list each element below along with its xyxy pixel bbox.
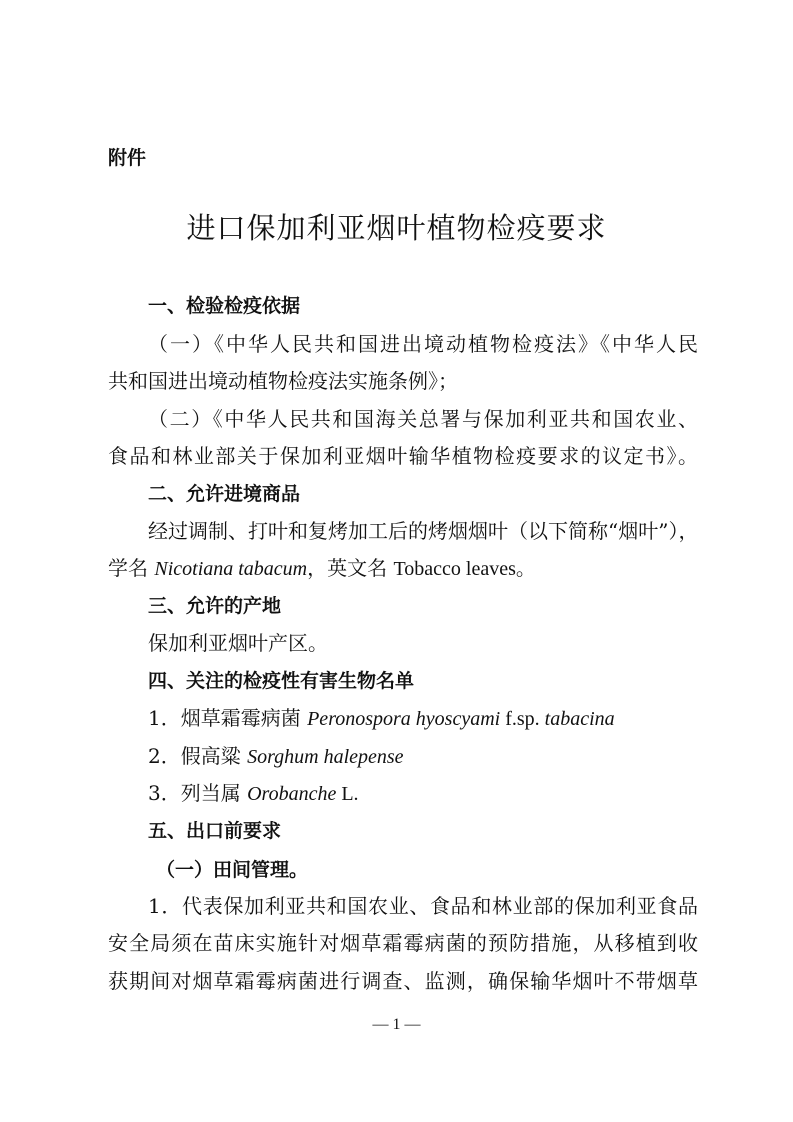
pest-chinese-name: 列当属 — [180, 781, 248, 805]
pest-list-item — [148, 705, 698, 732]
item-number: 1． — [148, 706, 181, 730]
annex-label: 附件 — [108, 147, 147, 169]
item-number: 2． — [148, 744, 181, 768]
pest-latin-name: Sorghum halepense — [247, 746, 404, 768]
section-5-para-line-1: 1．代表保加利亚共和国农业、食品和林业部的保加利亚食品 — [148, 894, 698, 918]
scientific-name: Nicotiana tabacum — [154, 558, 308, 580]
sentence-end: 。 — [515, 556, 536, 580]
section-1-para-1-line-2: 共和国进出境动植物检疫法实施条例》； — [108, 369, 458, 393]
section-4-heading: 四、关注的检疫性有害生物名单 — [148, 670, 415, 692]
section-3-heading: 三、允许的产地 — [148, 595, 282, 617]
pest-forma-specialis: f.sp. — [500, 708, 545, 730]
section-5-para-line-2: 安全局须在苗床实施针对烟草霜霉病菌的预防措施，从移植到收 — [108, 931, 698, 955]
section-1-heading: 一、检验检疫依据 — [148, 295, 301, 317]
pest-authority: L. — [336, 783, 359, 805]
english-name: Tobacco leaves — [393, 558, 516, 580]
section-1-para-2-line-2: 食品和林业部关于保加利亚烟叶输华植物检疫要求的议定书》。 — [108, 444, 698, 468]
pest-list-item — [148, 780, 698, 807]
english-name-prefix: ，英文名 — [307, 556, 394, 580]
section-3-text: 保加利亚烟叶产区。 — [148, 631, 328, 655]
section-5-para-line-3: 获期间对烟草霜霉病菌进行调查、监测，确保输华烟叶不带烟草 — [108, 969, 698, 993]
pest-chinese-name: 烟草霜霉病菌 — [180, 706, 308, 730]
page-number: — 1 — — [372, 1016, 421, 1033]
section-1-para-2-line-1: （二）《中华人民共和国海关总署与保加利亚共和国农业、 — [148, 407, 698, 431]
pest-list-item — [148, 743, 698, 770]
document-title: 进口保加利亚烟叶植物检疫要求 — [186, 211, 607, 245]
section-5-heading: 五、出口前要求 — [148, 820, 282, 842]
pest-latin-name: Peronospora hyoscyami — [307, 708, 501, 730]
section-2-heading: 二、允许进境商品 — [148, 483, 301, 505]
section-1-para-1-line-1: （一）《中华人民共和国进出境动植物检疫法》《中华人民 — [148, 332, 698, 356]
section-2-line-2 — [108, 555, 698, 582]
section-2-line-1: 经过调制、打叶和复烤加工后的烤烟烟叶（以下简称“烟叶”）， — [148, 519, 699, 543]
item-number: 3． — [148, 781, 181, 805]
section-5-sub-heading: （一）田间管理。 — [156, 859, 309, 881]
pest-latin-name-2: tabacina — [544, 708, 615, 730]
scientific-name-prefix: 学名 — [108, 556, 155, 580]
pest-latin-name: Orobanche — [247, 783, 337, 805]
pest-chinese-name: 假高粱 — [180, 744, 248, 768]
